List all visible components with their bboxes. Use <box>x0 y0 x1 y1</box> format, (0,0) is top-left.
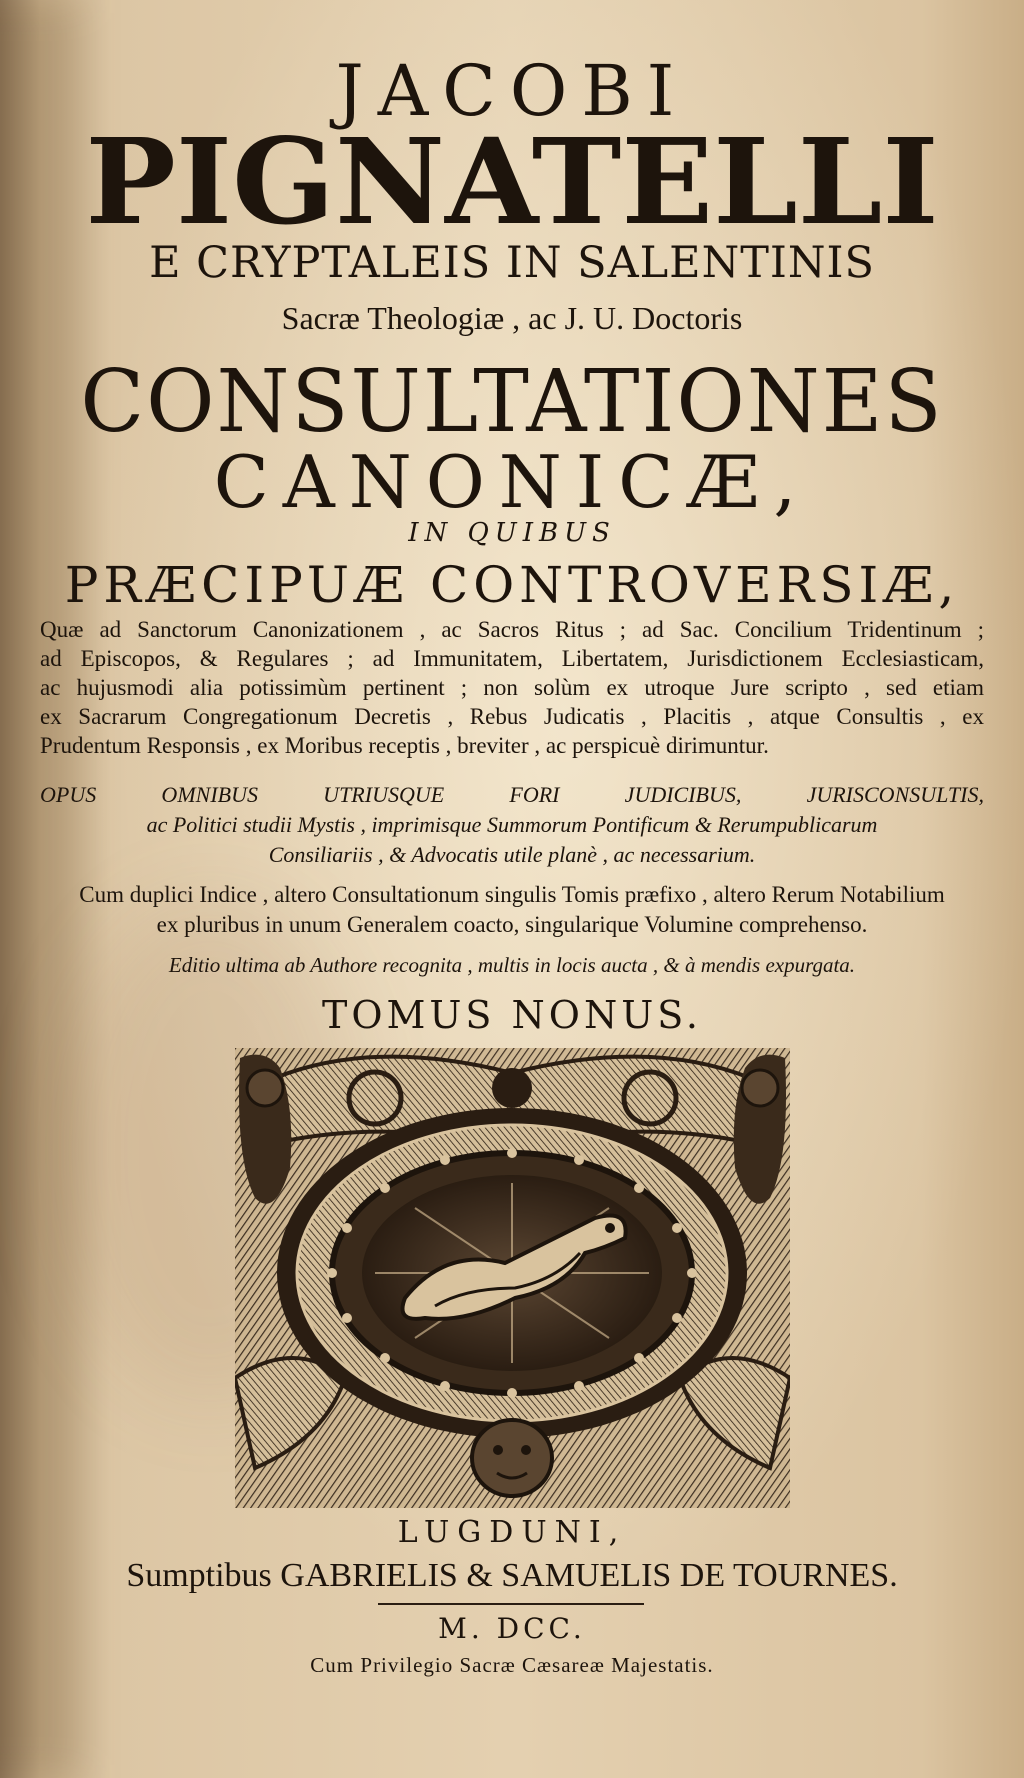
subject-heading: PRÆCIPUÆ CONTROVERSIÆ, <box>64 556 960 614</box>
title-line-2: CANONICÆ, <box>213 440 811 524</box>
divider-rule <box>378 1603 644 1605</box>
printer-device-woodcut-icon <box>235 1048 790 1508</box>
opus-statement <box>40 780 984 870</box>
volume-number: TOMUS NONUS. <box>322 993 702 1037</box>
description-line: Quæ ad Sanctorum Canonizationem , ac Sacros Ritus ; ad Sac. Concilium Tridentinum ; <box>40 617 984 642</box>
description-line: ac hujusmodi alia potissimùm pertinent ; non solùm ex utroque Jure scripto , sed etiam <box>40 675 984 700</box>
index-statement <box>40 880 984 940</box>
index-line: ex pluribus in unum Generalem coacto, singularique Volumine comprehenso. <box>156 912 868 937</box>
opus-line: Consiliariis , & Advocatis utile planè , ac necessarium. <box>268 842 756 867</box>
opus-line: ac Politici studii Mystis , imprimisque Summorum Pontificum & Rerumpublicarum <box>146 812 878 837</box>
author-last-name: PIGNATELLI <box>85 112 939 251</box>
description-line: Prudentum Responsis , ex Moribus receptis , breviter , ac perspicuè dirimuntur. <box>40 733 769 758</box>
description-line: ex Sacrarum Congregationum Decretis , Rebus Judicatis , Placitis , atque Consultis , ex <box>40 704 984 729</box>
author-first-name: JACOBI <box>335 50 689 132</box>
author-origin: E CRYPTALEIS IN SALENTINIS <box>149 238 875 288</box>
index-line: Cum duplici Indice , altero Consultationum singulis Tomis præfixo , altero Rerum Notabilium <box>79 882 945 907</box>
publisher: Sumptibus GABRIELIS & SAMUELIS DE TOURNES. <box>126 1557 898 1594</box>
description <box>40 615 984 760</box>
description-line: ad Episcopos, & Regulares ; ad Immunitatem, Libertatem, Jurisdictionem Ecclesiasticam, <box>40 646 984 671</box>
title-line-1: CONSULTATIONES <box>80 352 944 452</box>
privilege-statement: Cum Privilegio Sacræ Cæsareæ Majestatis. <box>310 1653 714 1677</box>
edition-statement: Editio ultima ab Authore recognita , multis in locis aucta , & à mendis expurgata. <box>168 953 856 977</box>
publication-year: M. DCC. <box>438 1612 586 1645</box>
place-of-publication: LUGDUNI, <box>397 1515 627 1550</box>
author-degree: Sacræ Theologiæ , ac J. U. Doctoris <box>281 300 743 336</box>
opus-line: OPUS OMNIBUS UTRIUSQUE FORI JUDICIBUS, JURISCONSULTIS, <box>40 782 984 807</box>
in-quibus: IN QUIBUS <box>408 518 616 548</box>
